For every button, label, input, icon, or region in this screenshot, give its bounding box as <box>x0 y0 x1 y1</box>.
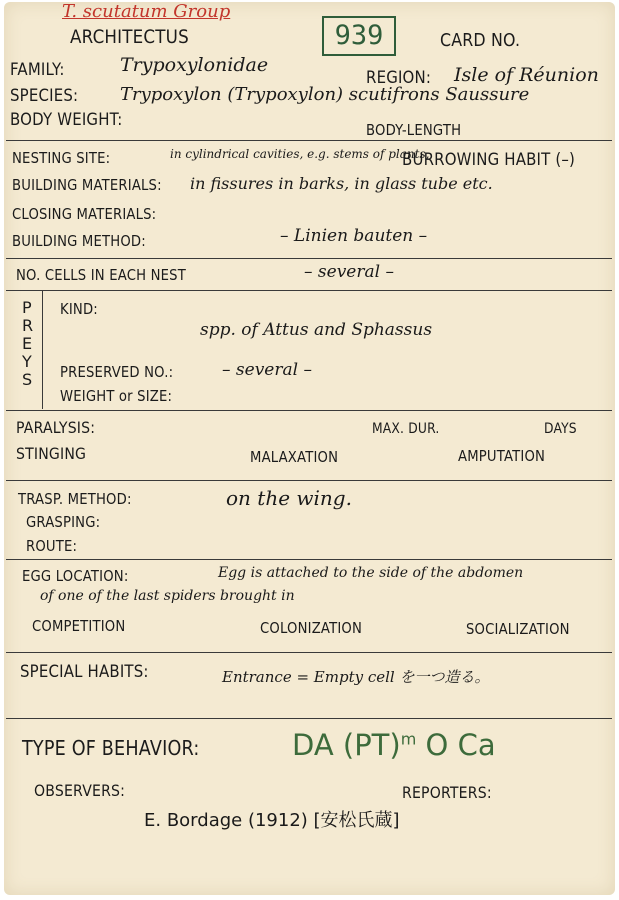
egg-location-value-line2: of one of the last spiders brought in <box>40 588 295 604</box>
egg-location-value-line1: Egg is attached to the side of the abdomen <box>218 565 524 581</box>
divider-5 <box>6 480 612 481</box>
weight-size-label: WEIGHT or SIZE: <box>60 387 173 405</box>
building-materials-value: in fissures in barks, in glass tube etc. <box>190 174 493 193</box>
divider-8 <box>6 718 612 719</box>
socialization-label: SOCIALIZATION <box>466 620 570 638</box>
behavior-record-card <box>4 2 615 895</box>
colonization-label: COLONIZATION <box>260 619 363 637</box>
preys-divider <box>42 291 43 409</box>
grasping-label: GRASPING: <box>26 513 101 531</box>
competition-label: COMPETITION <box>32 617 126 635</box>
preys-letter-y: Y <box>22 352 32 371</box>
building-materials-label: BUILDING MATERIALS: <box>12 176 162 194</box>
kind-label: KIND: <box>60 300 98 318</box>
transport-method-value: on the wing. <box>226 486 352 510</box>
card-number-box: 939 <box>322 16 396 56</box>
divider-2 <box>6 258 612 259</box>
special-habits-value: Entrance = Empty cell を一つ造る。 <box>222 668 490 686</box>
species-value: Trypoxylon (Trypoxylon) scutifrons Saussure <box>120 84 530 105</box>
amputation-label: AMPUTATION <box>458 447 546 465</box>
body-length-label: BODY-LENGTH <box>366 121 462 139</box>
region-label: REGION: <box>366 68 432 88</box>
preserved-label: PRESERVED NO.: <box>60 363 174 381</box>
paralysis-label: PARALYSIS: <box>16 418 96 437</box>
family-value: Trypoxylonidae <box>120 54 269 76</box>
max-dur-label: MAX. DUR. <box>372 421 440 437</box>
region-value: Isle of Réunion <box>454 64 599 86</box>
divider-7 <box>6 652 612 653</box>
route-label: ROUTE: <box>26 537 78 555</box>
divider-4 <box>6 410 612 411</box>
egg-location-label: EGG LOCATION: <box>22 567 129 585</box>
family-label: FAMILY: <box>10 60 65 80</box>
divider-6 <box>6 559 612 560</box>
preserved-value: – several – <box>222 360 312 380</box>
days-label: DAYS <box>544 421 577 437</box>
body-weight-label: BODY WEIGHT: <box>10 110 123 130</box>
behavior-formula-main: DA (PT) <box>292 728 401 762</box>
preys-letter-r: R <box>22 316 34 335</box>
stinging-label: STINGING <box>16 444 87 463</box>
burrowing-habit-label: BURROWING HABIT (–) <box>402 150 576 170</box>
preys-letter-s: S <box>22 370 33 389</box>
special-habits-label: SPECIAL HABITS: <box>20 662 149 682</box>
building-method-label: BUILDING METHOD: <box>12 232 146 250</box>
observers-label: OBSERVERS: <box>34 781 126 800</box>
malaxation-label: MALAXATION <box>250 448 339 466</box>
observer-value: E. Bordage (1912) [安松氏蔵] <box>144 810 400 831</box>
nesting-site-label: NESTING SITE: <box>12 149 111 167</box>
cells-label: NO. CELLS IN EACH NEST <box>16 266 186 284</box>
reporters-label: REPORTERS: <box>402 783 492 802</box>
type-of-behavior-label: TYPE OF BEHAVIOR: <box>22 736 200 760</box>
genus-heading: ARCHITECTUS <box>70 26 189 48</box>
behavior-formula <box>292 728 496 762</box>
nesting-site-value: in cylindrical cavities, e.g. stems of plants, <box>170 147 430 161</box>
preys-letter-e: E <box>22 334 33 353</box>
kind-value: spp. of Attus and Sphassus <box>200 320 433 340</box>
preys-letter-p: P <box>22 298 32 317</box>
behavior-formula-sup: m <box>400 729 417 749</box>
transport-method-label: TRASP. METHOD: <box>18 490 132 508</box>
species-label: SPECIES: <box>10 86 79 106</box>
cells-value: – several – <box>304 262 394 282</box>
group-note: T. scutatum Group <box>62 1 231 22</box>
divider-1 <box>6 140 612 141</box>
building-method-value: – Linien bauten – <box>280 226 428 246</box>
closing-materials-label: CLOSING MATERIALS: <box>12 205 157 223</box>
behavior-formula-tail: O Ca <box>425 728 496 762</box>
divider-3 <box>6 290 612 291</box>
card-no-label: CARD NO. <box>440 30 521 51</box>
